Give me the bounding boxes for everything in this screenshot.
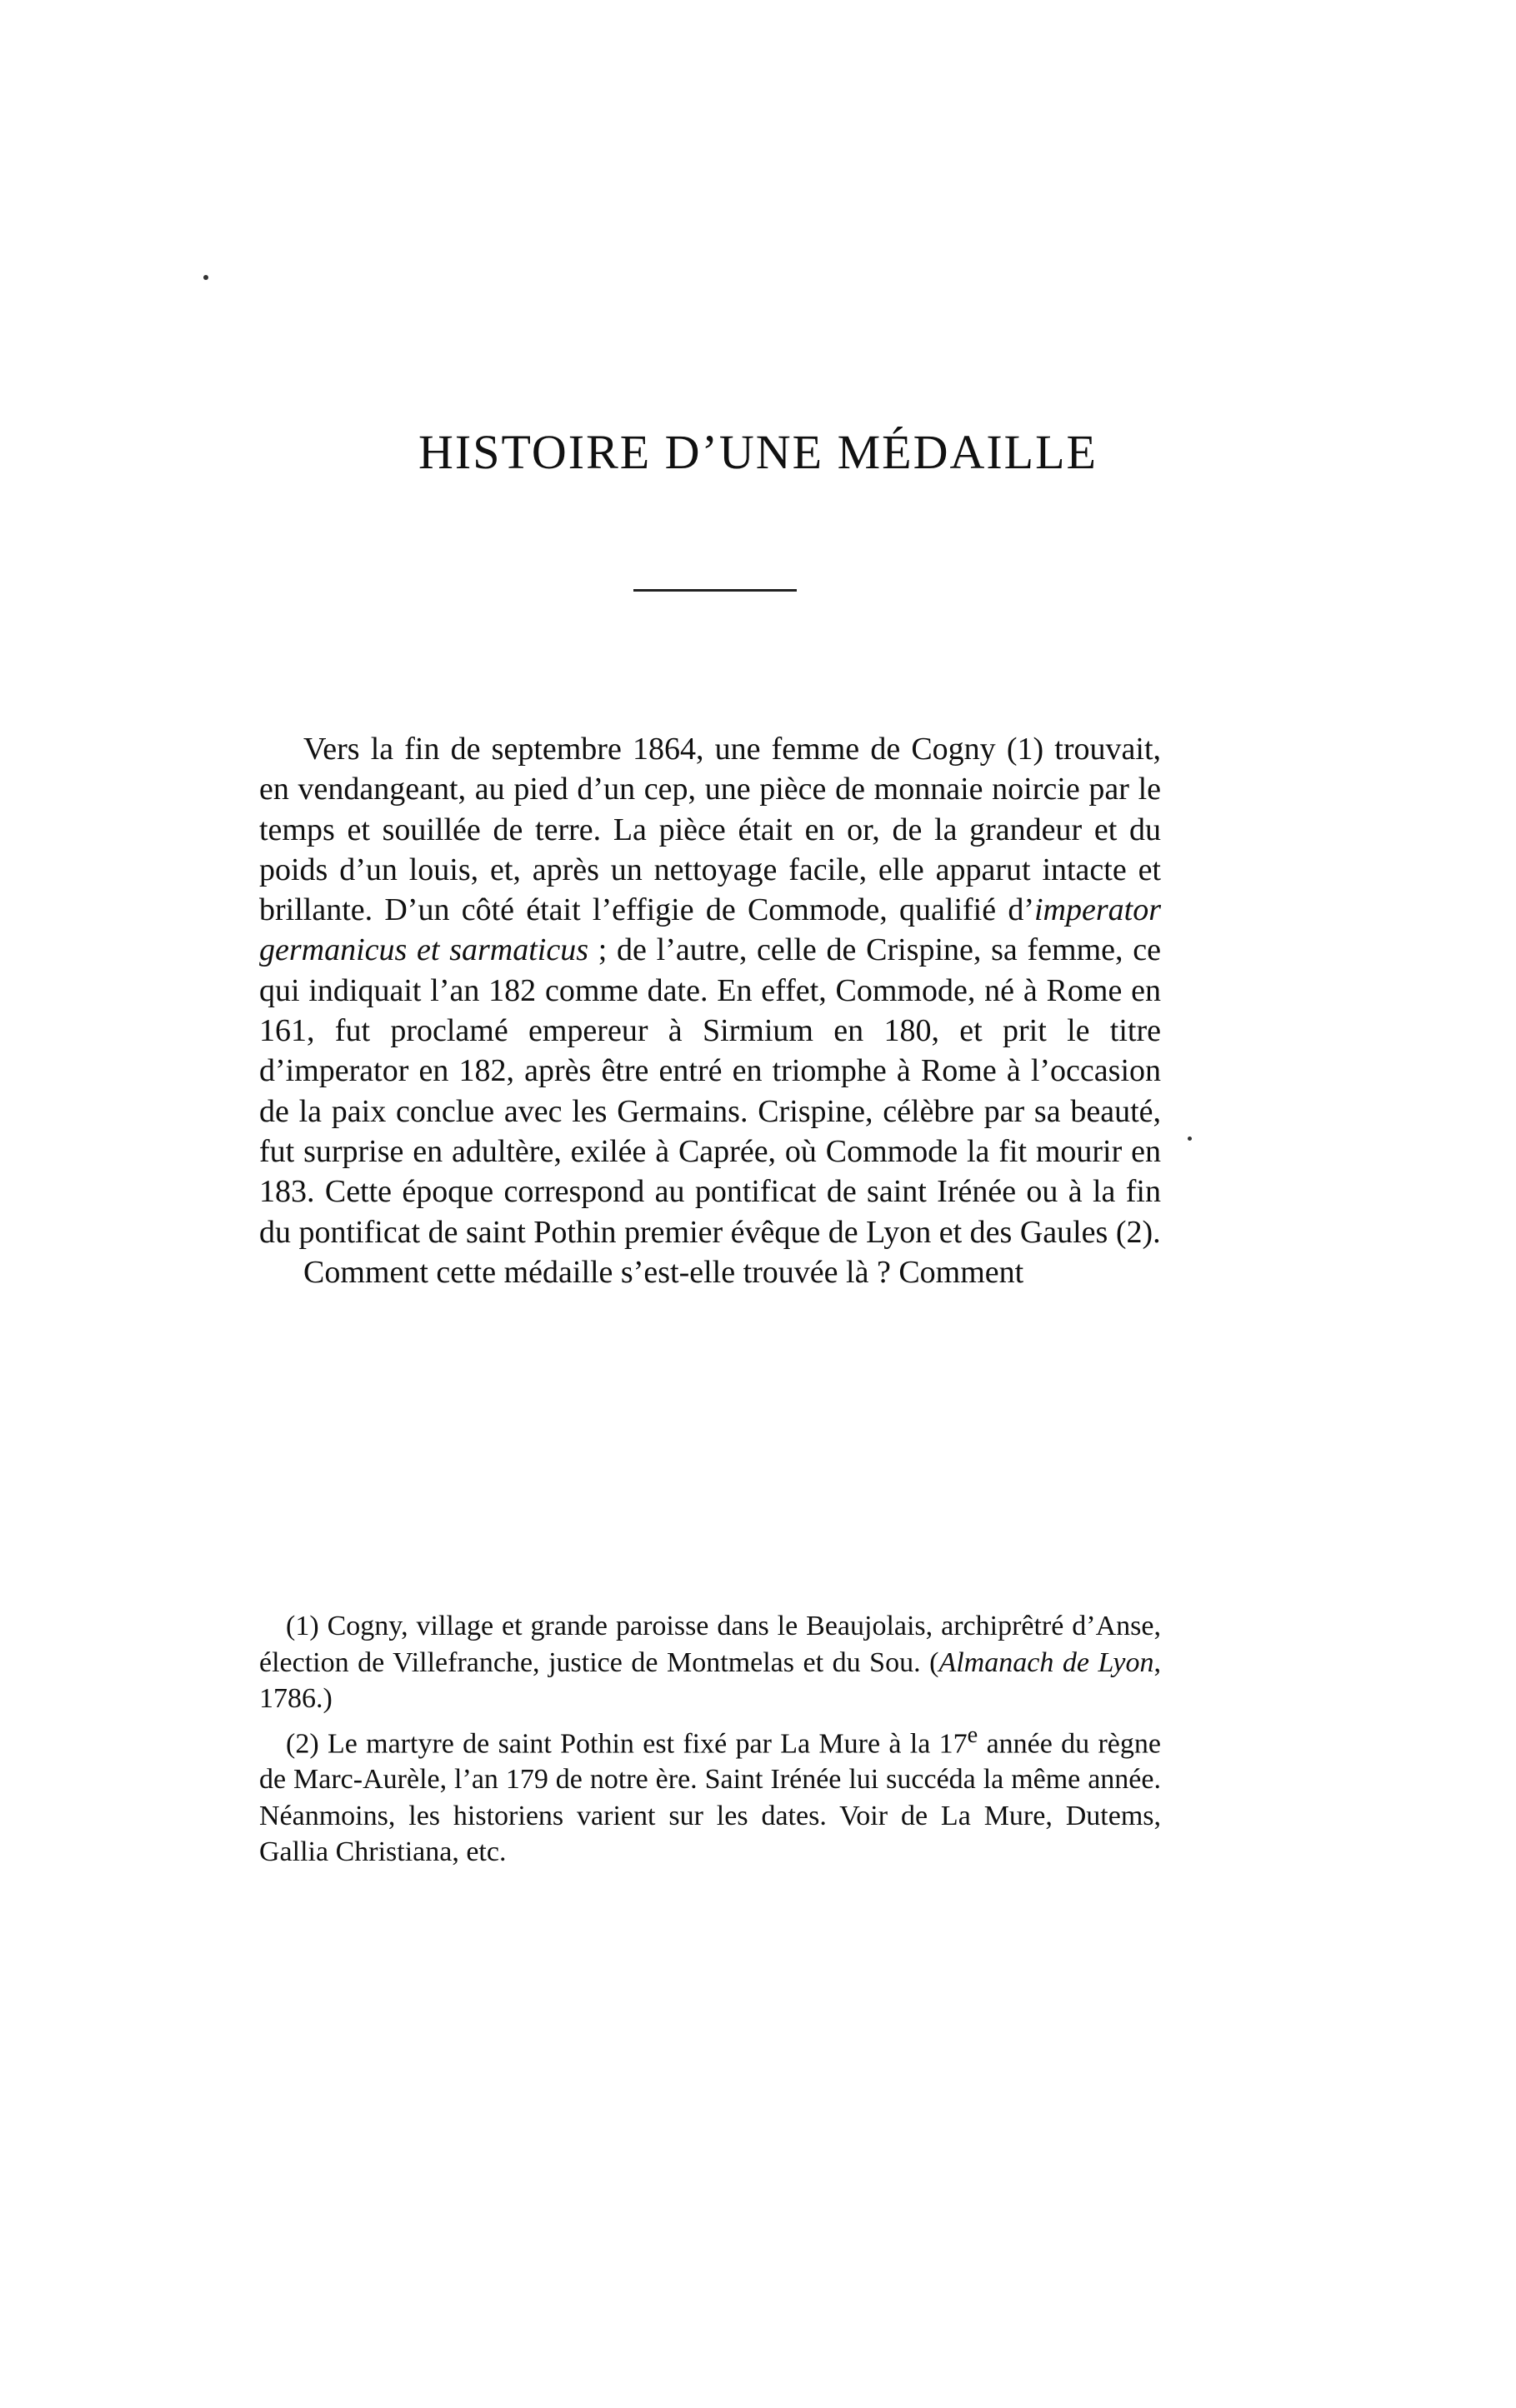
footnote-2-text-cont: année du règne de Marc-Aurèle, l’an 179 de notre ère. Saint Irénée lui succéda la même année. Néanmoins, les historiens varient sur les dates. Voir de La Mure, Dutems, Gallia Christiana, etc.: [259, 1727, 1161, 1868]
footnotes: [259, 1608, 1161, 1871]
paragraph-2: Comment cette médaille s’est-elle trouvée là ? Comment: [303, 1254, 1024, 1290]
footnote-1-text: (1) Cogny, village et grande paroisse dans le Beaujolais, archiprêtré d’Anse, élection de Villefranche, justice de Montmelas et du Sou. (: [259, 1611, 1161, 1678]
title-rule: [633, 589, 797, 592]
footnote-1-text-cont: , 1786.): [259, 1646, 1161, 1714]
footnote-2: [259, 1717, 1161, 1871]
footnote-1-italic: Almanach de Lyon: [938, 1646, 1154, 1678]
paragraph-1-text-cont: ; de l’autre, celle de Crispine, sa femme, ce qui indiquait l’an 182 comme date. En effet, Commode, né à Rome en 161, fut proclamé empereur à Sirmium en 180, et prit le titre d’imperator en 182, après être entré en triomphe à Rome à l’occasion de la paix conclue avec les Germains. Crispine, célèbre par sa beauté, fut surprise en adultère, exilée à Caprée, où Commode la fit mourir en 183. Cette époque correspond au pontificat de saint Irénée ou à la fin du pontificat de saint Pothin premier évêque de Lyon et des Gaules (2).: [259, 932, 1161, 1250]
paragraph-1-italic: imperator germanicus et sarmaticus: [259, 892, 1161, 968]
body-text: [259, 729, 1161, 1292]
paragraph-1-text: Vers la fin de septembre 1864, une femme de Cogny (1) trouvait, en vendangeant, au pied d’un cep, une pièce de monnaie noircie par le temps et souillée de terre. La pièce était en or, de la grandeur et du poids d’un louis, et, après un nettoyage facile, elle apparut intacte et brillante. D’un côté était l’effigie de Commode, qualifié d’: [259, 732, 1161, 928]
footnote-1: [259, 1608, 1161, 1717]
footnote-2-text: (2) Le martyre de saint Pothin est fixé par La Mure à la 17: [286, 1727, 968, 1759]
paragraph-1: [259, 729, 1161, 1252]
scan-speck: [1188, 1137, 1192, 1141]
scan-speck: [203, 275, 208, 280]
footnote-2-superscript: e: [967, 1721, 978, 1748]
page-title: HISTOIRE D’UNE MÉDAILLE: [418, 425, 1098, 479]
